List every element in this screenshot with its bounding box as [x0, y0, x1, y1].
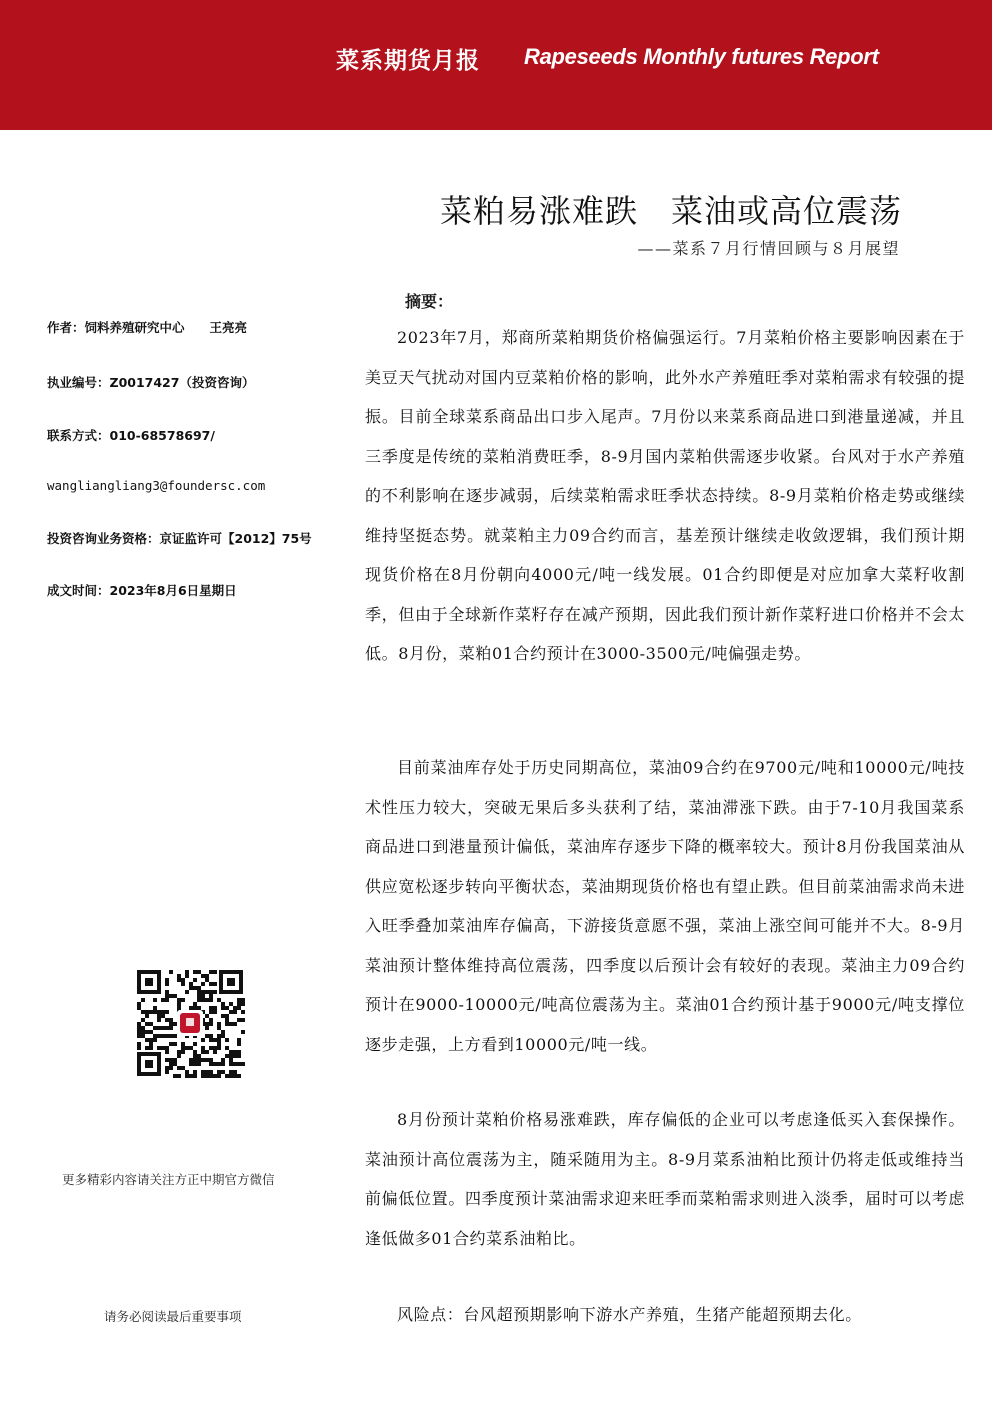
abstract-paragraph-strategy: 8月份预计菜粕价格易涨难跌，库存偏低的企业可以考虑逢低买入套保操作。菜油预计高位震荡为主，随采随用为主。8-9月菜系油粕比预计仍将走低或维持当前偏低位置。四季度预计菜油需求迎来旺季而菜粕需求则进入淡季，届时可以考虑逢低做多01合约菜系油粕比。 [365, 1110, 965, 1248]
author-line: 作者：饲料养殖研究中心 王亮亮 [47, 320, 248, 335]
report-title: 菜粕易涨难跌 菜油或高位震荡 [439, 192, 902, 230]
abstract-paragraph-rapeseed-meal: 2023年7月，郑商所菜粕期货价格偏强运行。7月菜粕价格主要影响因素在于美豆天气扰动对国内豆菜粕价格的影响，此外水产养殖旺季对菜粕需求有较强的提振。目前全球菜系商品出口步入尾声。7月份以来菜系商品进口到港量递减，并且三季度是传统的菜粕消费旺季，8-9月国内菜粕供需逐步收紧。台风对于水产养殖的不利影响在逐步减弱，后续菜粕需求旺季状态持续。8-9月菜粕价格走势或继续维持坚挺态势。就菜粕主力09合约而言，基差预计继续走收敛逻辑，我们预计期现货价格在8月份朝向4000元/吨一线发展。01合约即便是对应加拿大菜籽收割季，但由于全球新作菜籽存在减产预期，因此我们预计新作菜籽进口价格并不会太低。8月份，菜粕01合约预计在3000-3500元/吨偏强走势。 [365, 328, 965, 663]
abstract-label: 摘要： [405, 292, 454, 311]
written-date: 成文时间：2023年8月6日星期日 [47, 583, 237, 598]
license-number: 执业编号：Z0017427（投资咨询） [47, 375, 255, 390]
qr-caption: 更多精彩内容请关注方正中期官方微信 [62, 1172, 275, 1187]
contact-phone: 联系方式：010-68578697/ [47, 428, 215, 443]
qualification-line: 投资咨询业务资格：京证监许可【2012】75号 [47, 531, 312, 546]
contact-email: wangliangliang3@foundersc.com [47, 478, 266, 493]
abstract-paragraph-rapeseed-oil: 目前菜油库存处于历史同期高位，菜油09合约在9700元/吨和10000元/吨技术性压力较大，突破无果后多头获利了结，菜油滞涨下跌。由于7-10月我国菜系商品进口到港量预计偏低，菜油库存逐步下降的概率较大。预计8月份我国菜油从供应宽松逐步转向平衡状态，菜油期现货价格也有望止跌。但目前菜油需求尚未进入旺季叠加菜油库存偏高，下游接货意愿不强，菜油上涨空间可能并不大。8-9月菜油预计整体维持高位震荡，四季度以后预计会有较好的表现。菜油主力09合约预计在9000-10000元/吨高位震荡为主。菜油01合约预计基于9000元/吨支撑位逐步走强，上方看到10000元/吨一线。 [365, 758, 965, 1054]
report-subtitle: ——菜系７月行情回顾与８月展望 [637, 239, 900, 258]
disclaimer-note: 请务必阅读最后重要事项 [104, 1309, 242, 1324]
wechat-qr-code-icon [135, 968, 245, 1078]
banner-title-en: Rapeseeds Monthly futures Report [524, 44, 879, 69]
banner-title-cn: 菜系期货月报 [336, 48, 480, 74]
report-banner [0, 0, 992, 130]
risk-note: 风险点：台风超预期影响下游水产养殖，生猪产能超预期去化。 [397, 1305, 862, 1324]
